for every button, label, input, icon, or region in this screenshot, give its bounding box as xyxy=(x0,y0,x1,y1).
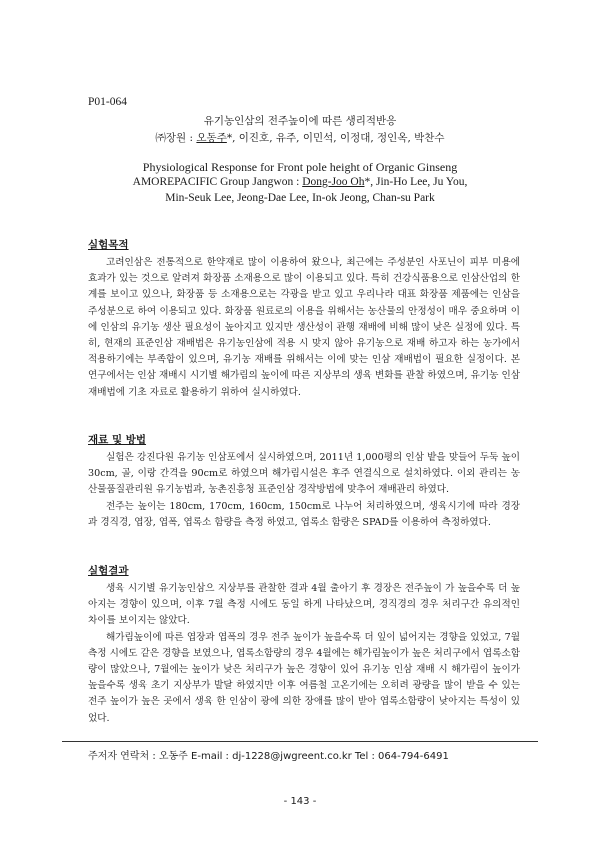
abstract-code: P01-064 xyxy=(88,96,127,108)
methods-heading: 재료 및 방법 xyxy=(88,434,147,446)
methods-paragraph-1: 실험은 강진다원 유기농 인삼포에서 실시하였으며, 2011년 1,000평의 인삼 밭을 맞들어 두둑 높이 30cm, 골, 이랑 간격을 90cm로 하였으며 해가림시설은 후주 연결식으로 설치하였다. 이외 관리는 농산물품질관리원 유기농법과, 농촌진흥청 표준인삼 경작방법에 맞추어 재배관리 하였다. xyxy=(88,452,520,496)
english-affiliation: AMOREPACIFIC Group Jangwon : xyxy=(132,176,303,188)
results-paragraph-2: 해가림높이에 따른 엽장과 엽폭의 경우 전주 높이가 높을수록 더 잎이 넓어지는 경향을 있었고, 7월 측정 시에도 같은 경향을 보였으나, 엽록소함량의 경우 4월에는 해가림높이가 높은 처리구에서 엽록소함량이 많았으나, 7월에는 높이가 낮은 처리구가 높은 경향이 있어 유기농 인삼 재배 시 해가림이 높이가 높을수록 생육 초기 지상부가 발달 하였지만 이후 여름철 고온기에는 오히려 광량을 많이 받을 수 있는 전주 높이가 높은 곳에서 생육 한 인삼이 광에 의한 장애를 많이 받아 엽록소함량이 낮아지는 특성이 있었다. xyxy=(88,631,520,724)
korean-authors xyxy=(60,130,540,145)
purpose-paragraph: 고려인삼은 전통적으로 한약재로 많이 이용하여 왔으나, 최근에는 주성분인 사포닌이 피부 미용에 효과가 있는 것으로 알려져 화장품 소재용으로 많이 이용되고 있다. 특히 건강식품용으로 인삼산업의 한계를 보이고 있으나, 화장품 등 소재용으로는 각광을 받고 있고 우리나라 대표 화장품 제품에는 인삼을 주성분으로 하여 이용되고 있다. 화장품 원료로의 이용을 위해서는 농산물의 안정성이 매우 중요하며 이에 인삼의 유기농 생산 필요성이 높아지고 있지만 생산성이 관행 재배에 비해 많이 낮은 실정에 있다. 특히, 현재의 표준인삼 재배법은 유기농인삼에 적용 시 맞지 않아 유기농으로 재배 하고자 하는 농가에서 적용하기에는 부족함이 있으며, 유기농 재배를 위해서는 이에 맞는 인삼 재배법이 필요한 실정이다. 본 연구에서는 인삼 재배시 시기별 해가림의 높이에 따른 지상부의 생육 변화를 관찰 하였으며, 유기농 인삼 재배법에 기초 자료로 활용하기 위하여 실시하였다. xyxy=(88,257,520,398)
methods-section xyxy=(88,432,520,531)
korean-title: 유기농인삼의 전주높이에 따른 생리적반응 xyxy=(203,115,397,127)
footer-divider xyxy=(62,741,538,742)
results-heading: 실험결과 xyxy=(88,565,129,577)
korean-affiliation: ㈜장원 : xyxy=(155,132,197,144)
english-authors xyxy=(60,176,540,188)
page-number: - 143 - xyxy=(283,796,317,807)
methods-paragraph-2: 전주는 높이는 180cm, 170cm, 160cm, 150cm로 나누어 처리하였으며, 생육시기에 따라 경장과 경직경, 엽장, 엽폭, 엽록소 함량을 측정 하였고, 엽록소 함량은 SPAD를 이용하여 측정하였다. xyxy=(88,500,520,528)
korean-presenting-author: 오동주 xyxy=(196,132,227,144)
english-title: Physiological Response for Front pole height of Organic Ginseng xyxy=(142,160,458,174)
purpose-heading: 실험목적 xyxy=(88,239,129,251)
author-contact: 주저자 연락처 : 오동주 E-mail : dj-1228@jwgreent.co.kr Tel : 064-794-6491 xyxy=(88,751,449,762)
english-co-authors: *, Jin-Ho Lee, Ju You, xyxy=(364,176,468,188)
purpose-section xyxy=(88,237,520,401)
korean-co-authors: *, 이진호, 유주, 이민석, 이정대, 정인옥, 박찬수 xyxy=(226,132,445,144)
english-authors-line2: Min-Seuk Lee, Jeong-Dae Lee, In-ok Jeong, Chan-su Park xyxy=(165,192,435,204)
results-paragraph-1: 생육 시기별 유기농인삼으 지상부를 관찰한 결과 4월 출아기 후 경장은 전주높이 가 높을수록 더 높아지는 경향이 있으며, 이후 7월 측정 시에도 동일 하게 나타났으며, 경직경의 경우 처리구간 유의적인 차이를 보이지는 않았다. xyxy=(88,583,520,627)
results-section xyxy=(88,563,520,727)
english-presenting-author: Dong-Joo Oh xyxy=(302,176,365,188)
